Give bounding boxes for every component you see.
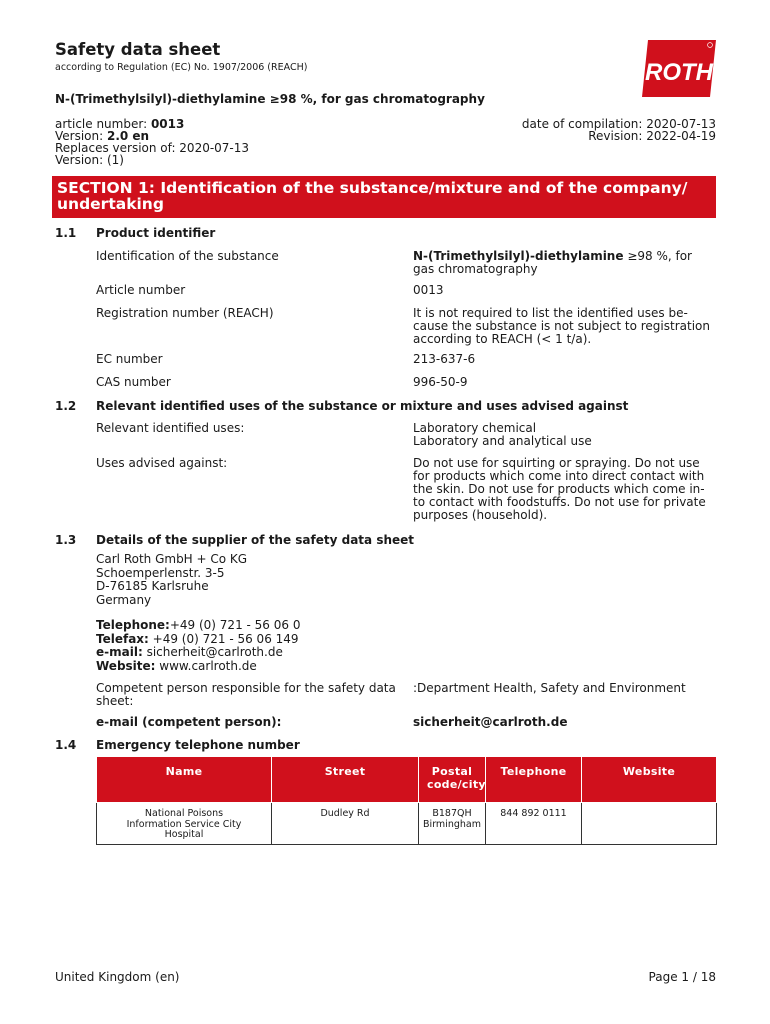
competent-person-label: Competent person responsible for the safety data sheet: [96, 681, 396, 708]
field-label: CAS number [96, 375, 171, 389]
column-header: Telephone [486, 757, 582, 803]
field-value: Laboratory chemical Laboratory and analytical use [413, 421, 592, 448]
subsection-title: Product identifier [96, 226, 216, 240]
product-title: N-(Trimethylsilyl)-diethylamine ≥98 %, for gas chromatography [55, 92, 485, 106]
field-value: It is not required to list the identified uses be-cause the substance is not subject to registration according to REACH (< 1 t/a). [413, 306, 710, 346]
cell-website [582, 803, 717, 845]
column-header: Street [272, 757, 419, 803]
field-label: Identification of the substance [96, 249, 279, 263]
field-label: Relevant identified uses: [96, 421, 245, 435]
subsection-title: Relevant identified uses of the substance or mixture and uses advised against [96, 399, 629, 413]
field-value: 0013 [413, 283, 444, 297]
field-label: Registration number (REACH) [96, 306, 274, 320]
field-label: Uses advised against: [96, 456, 228, 470]
cell-telephone: 844 892 0111 [486, 803, 582, 845]
table-row [97, 803, 717, 845]
competent-email-label: e-mail (competent person): [96, 715, 282, 729]
field-value: 996-50-9 [413, 375, 468, 389]
competent-person-value: :Department Health, Safety and Environment [413, 681, 686, 695]
section-number: 1.4 [55, 738, 77, 752]
footer-locale: United Kingdom (en) [55, 970, 180, 984]
field-value: 213-637-6 [413, 352, 476, 366]
cell-postal: B187QH Birmingham [419, 803, 486, 845]
date-info: date of compilation: 2020-07-13 Revision: 2022-04-19 [521, 117, 716, 143]
roth-logo [642, 40, 716, 97]
field-value: N-(Trimethylsilyl)-diethylamine ≥98 %, for gas chromatography [413, 249, 692, 276]
column-header: Postal code/city [419, 757, 486, 803]
supplier-address: Carl Roth GmbH + Co KG Schoemperlenstr. 3-5 D-76185 Karlsruhe Germany [96, 552, 248, 607]
emergency-contacts-table [96, 756, 717, 845]
version-info: article number: 0013 Version: 2.0 en Replaces version of: 2020-07-13 Version: (1) [55, 117, 250, 167]
cell-name: National Poisons Information Service City Hospital [97, 803, 272, 845]
table-header-row [97, 757, 717, 803]
subsection-title: Details of the supplier of the safety data sheet [96, 533, 415, 547]
supplier-contacts: Telephone:+49 (0) 721 - 56 06 0 Telefax: +49 (0) 721 - 56 06 149 e-mail: sicherheit@carlroth.de Website: www.carlroth.de [96, 618, 301, 673]
column-header: Website [582, 757, 717, 803]
page-number: Page 1 / 18 [648, 970, 716, 984]
subsection-title: Emergency telephone number [96, 738, 300, 752]
cell-street: Dudley Rd [272, 803, 419, 845]
document-subtitle: according to Regulation (EC) No. 1907/2006 (REACH) [55, 62, 308, 73]
section-number: 1.2 [55, 399, 77, 413]
section-number: 1.1 [55, 226, 77, 240]
document-title: Safety data sheet [55, 40, 221, 59]
field-label: Article number [96, 283, 186, 297]
field-label: EC number [96, 352, 163, 366]
field-value: Do not use for squirting or spraying. Do not use for products which come into direct contact with the skin. Do not use for products which come in-to contact with foodstuffs. Do not use for private purposes (household). [413, 456, 706, 522]
column-header: Name [97, 757, 272, 803]
logo-text: ROTH [645, 59, 713, 86]
section-number: 1.3 [55, 533, 77, 547]
competent-email-value: sicherheit@carlroth.de [413, 715, 568, 729]
section-1-header: SECTION 1: Identification of the substance/mixture and of the company/ undertaking [52, 176, 716, 218]
